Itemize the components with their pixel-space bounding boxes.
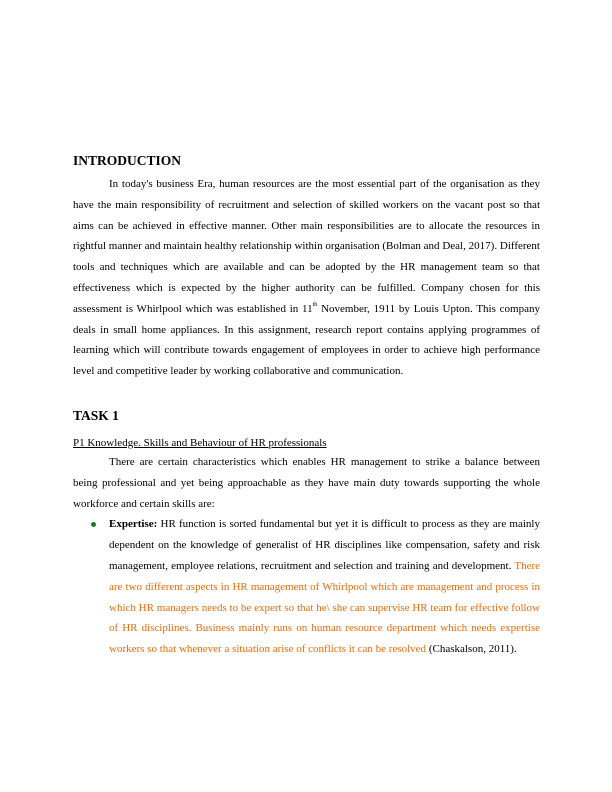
bullet-term: Expertise:: [109, 518, 158, 531]
task1-heading: TASK 1: [73, 407, 119, 423]
task1-subheading: P1 Knowledge. Skills and Behaviour of HR professionals: [73, 436, 327, 449]
ordinal-superscript: th: [312, 301, 318, 308]
introduction-paragraph: [73, 174, 540, 382]
task1-paragraph: There are certain characteristics which enables HR management to strike a balance between being professional and yet being approachable as they have main duty towards supporting the whole workforce and certain skills are:: [73, 455, 540, 510]
introduction-text-continued: November, 1911 by Louis Upton. This company deals in small home appliances. In this assignment, research report contains applying programmes of learning which will contribute towards engagement of employees in order to achieve high performance level and competitive leader by working collaborative and communication.: [73, 302, 540, 378]
list-item: [73, 514, 540, 660]
bullet-icon: [91, 522, 96, 527]
citation: (Chaskalson, 2011).: [426, 643, 517, 656]
bullet-text: HR function is sorted fundamental but yet it is difficult to process as they are mainly dependent on the knowledge of generalist of HR disciplines like compensation, safety and risk management, employee relations, recruitment and selection and training and development.: [109, 518, 540, 572]
skills-list: [73, 514, 540, 660]
highlighted-text: There are two different aspects in HR management of Whirlpool which are management and process in which HR managers needs to be expert so that he\ she can supervise HR team for effective follow of HR disciplines. Business mainly runs on human resource department which needs expertise workers so that whenever a situation arise of conflicts it can be resolved: [109, 559, 540, 656]
introduction-heading: INTRODUCTION: [73, 153, 182, 168]
introduction-text: In today's business Era, human resources are the most essential part of the organisation as they have the main responsibility of recruitment and selection of skilled workers on the vacant post so that aims can be achieved in effective manner. Other main responsibilities are to allocate the resources in rightful manner and maintain healthy relationship within organisation (Bolman and Deal, 2017). Different tools and techniques which are available and can be adopted by the HR management team so that effectiveness which is expected by the higher authority can be fulfilled. Company chosen for this assessment is Whirlpool which was established in 11: [73, 178, 540, 315]
page-content: [73, 153, 540, 660]
